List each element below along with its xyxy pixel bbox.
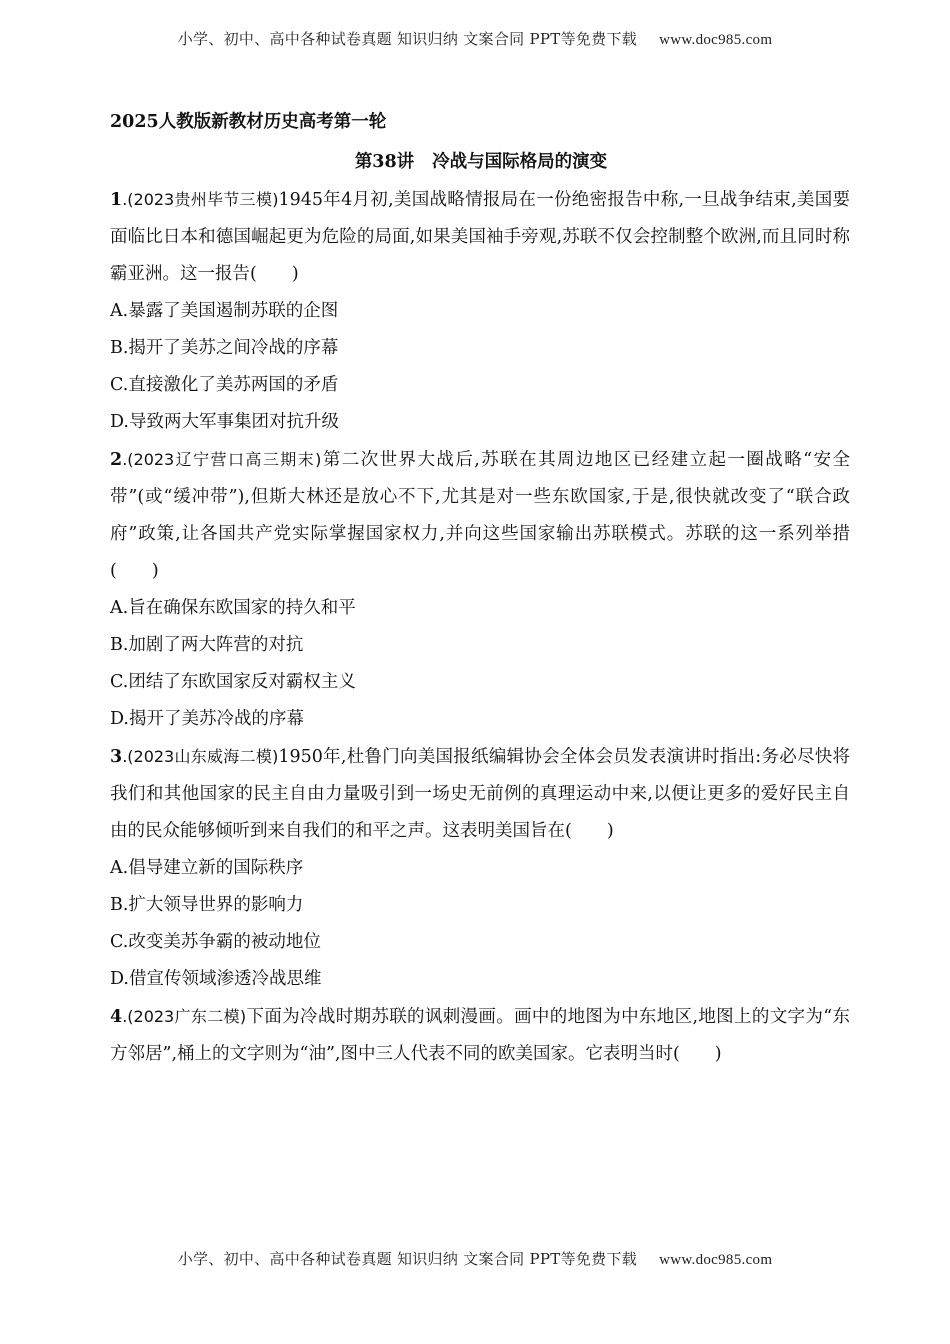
- option-d: D.借宣传领域渗透冷战思维: [110, 969, 322, 989]
- question-number: 4: [110, 1007, 123, 1027]
- question-text: 1950年,杜鲁门向美国报纸编辑协会全体会员发表演讲时指出:务必尽快将我们和其他国家的民主自由力量吸引到一场史无前例的真理运动中来,以便让更多的爱好民主自由的民众能够倾听到来自我们的和平之声。这表明美国旨在( ): [110, 747, 850, 841]
- question-source: .(2023贵州毕节三模): [122, 190, 279, 209]
- question-stem: [110, 441, 850, 590]
- option-d: D.导致两大军事集团对抗升级: [110, 412, 339, 432]
- question-number: 1: [110, 190, 123, 210]
- question-stem: [110, 998, 850, 1073]
- question-source: .(2023广东二模): [122, 1007, 247, 1026]
- footer-url[interactable]: www.doc985.com: [659, 1252, 773, 1268]
- page-footer: [0, 1248, 950, 1269]
- lesson-number: 第38讲: [354, 152, 415, 172]
- header-text: 小学、初中、高中各种试卷真题 知识归纳 文案合同 PPT等免费下载: [177, 30, 638, 48]
- lesson-title: 冷战与国际格局的演变: [432, 152, 608, 172]
- series-title: 2025人教版新教材历史高考第一轮: [110, 112, 387, 132]
- option-c: C.团结了东欧国家反对霸权主义: [110, 672, 356, 692]
- lesson-heading: [110, 144, 850, 181]
- question-2: [110, 441, 850, 738]
- option-b: B.加剧了两大阵营的对抗: [110, 635, 304, 655]
- option-a: A.倡导建立新的国际秩序: [110, 858, 304, 878]
- question-number: 3: [110, 747, 123, 767]
- option-d: D.揭开了美苏冷战的序幕: [110, 709, 304, 729]
- question-number: 2: [110, 450, 123, 470]
- option-a: A.暴露了美国遏制苏联的企图: [110, 301, 339, 321]
- question-1: [110, 181, 850, 441]
- option-b: B.扩大领导世界的影响力: [110, 895, 304, 915]
- option-b: B.揭开了美苏之间冷战的序幕: [110, 338, 339, 358]
- question-4: [110, 998, 850, 1073]
- question-3: [110, 738, 850, 998]
- header-url[interactable]: www.doc985.com: [659, 32, 773, 48]
- document-body: [110, 104, 850, 1073]
- option-c: C.改变美苏争霸的被动地位: [110, 932, 321, 952]
- page-header: [0, 28, 950, 49]
- question-stem: [110, 738, 850, 850]
- question-source: .(2023辽宁营口高三期末): [122, 450, 322, 469]
- question-text: 第二次世界大战后,苏联在其周边地区已经建立起一圈战略“安全带”(或“缓冲带”),但斯大林还是放心不下,尤其是对一些东欧国家,于是,很快就改变了“联合政府”政策,让各国共产党实际掌握国家权力,并向这些国家输出苏联模式。苏联的这一系列举措( ): [110, 450, 850, 581]
- question-text: 下面为冷战时期苏联的讽刺漫画。画中的地图为中东地区,地图上的文字为“东方邻居”,桶上的文字则为“油”,图中三人代表不同的欧美国家。它表明当时( ): [110, 1007, 850, 1064]
- question-stem: [110, 181, 850, 293]
- option-a: A.旨在确保东欧国家的持久和平: [110, 598, 356, 618]
- question-text: 1945年4月初,美国战略情报局在一份绝密报告中称,一旦战争结束,美国要面临比日本和德国崛起更为危险的局面,如果美国袖手旁观,苏联不仅会控制整个欧洲,而且同时称霸亚洲。这一报告( ): [110, 190, 850, 284]
- question-source: .(2023山东威海二模): [122, 747, 279, 766]
- option-c: C.直接激化了美苏两国的矛盾: [110, 375, 339, 395]
- footer-text: 小学、初中、高中各种试卷真题 知识归纳 文案合同 PPT等免费下载: [177, 1250, 638, 1268]
